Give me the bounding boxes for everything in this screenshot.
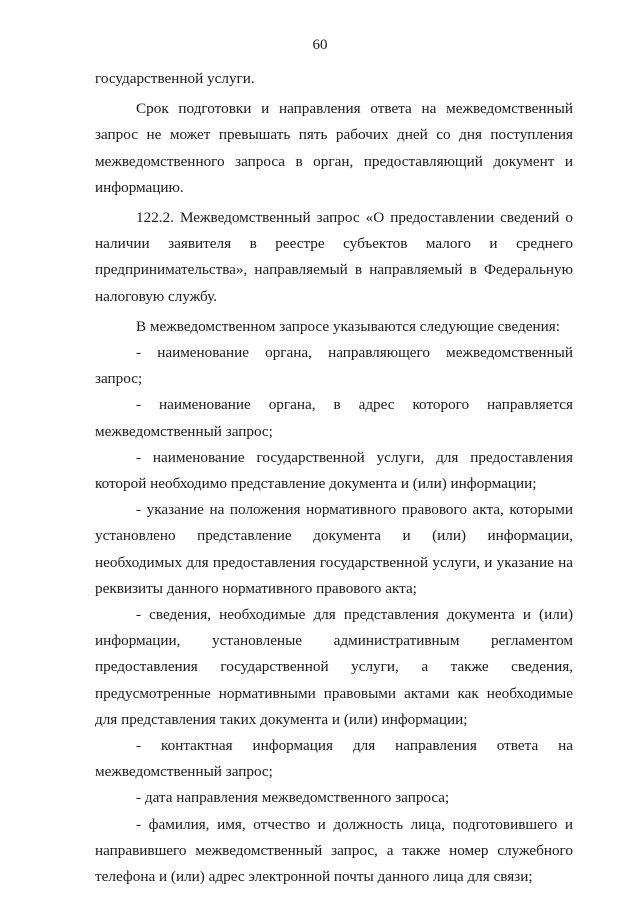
list-item-legal-act-reference: - указание на положения нормативного правового акта, которыми установлено представление документа и (или) информации, необходимых для предоставления государственной услуги, и указание на реквизиты данного нормативного правового акта; bbox=[95, 501, 573, 597]
list-item-service-name: - наименование государственной услуги, для предоставления которой необходимо представление документа и (или) информации; bbox=[95, 448, 573, 493]
paragraph-response-deadline: Срок подготовки и направления ответа на межведомственный запрос не может превышать пять рабочих дней со дня поступления межведомственного запроса в орган, предоставляющий документ и информацию. bbox=[95, 100, 573, 196]
list-item-receiving-authority: - наименование органа, в адрес которого направляется межведомственный запрос; bbox=[95, 396, 573, 440]
paragraph-service-end: государственной услуги. bbox=[95, 70, 255, 87]
paragraph-request-122-2: 122.2. Межведомственный запрос «О предоставлении сведений о наличии заявителя в реестре субъектов малого и среднего предпринимательства», направляемый в направляемый в Федеральную налоговую службу. bbox=[95, 209, 573, 305]
list-item-required-information: - сведения, необходимые для представления документа и (или) информации, установленые административным регламентом предоставления государственной услуги, а также сведения, предусмотренные нормативными правовыми актами как необходимые для представления таких документа и (или) информации; bbox=[95, 606, 573, 728]
paragraph-request-contents-intro: В межведомственном запросе указываются следующие сведения: bbox=[136, 317, 560, 335]
list-item-contact-information: - контактная информация для направления ответа на межведомственный запрос; bbox=[95, 737, 573, 781]
list-item-sending-authority: - наименование органа, направляющего межведомственный запрос; bbox=[95, 344, 573, 388]
list-item-request-date: - дата направления межведомственного запроса; bbox=[136, 789, 450, 807]
list-item-responsible-person: - фамилия, имя, отчество и должность лица, подготовившего и направившего межведомственный запрос, а также номер служебного телефона и (или) адрес электронной почты данного лица для связи; bbox=[95, 815, 573, 886]
page-number: 60 bbox=[312, 37, 328, 53]
document-body bbox=[95, 66, 573, 890]
